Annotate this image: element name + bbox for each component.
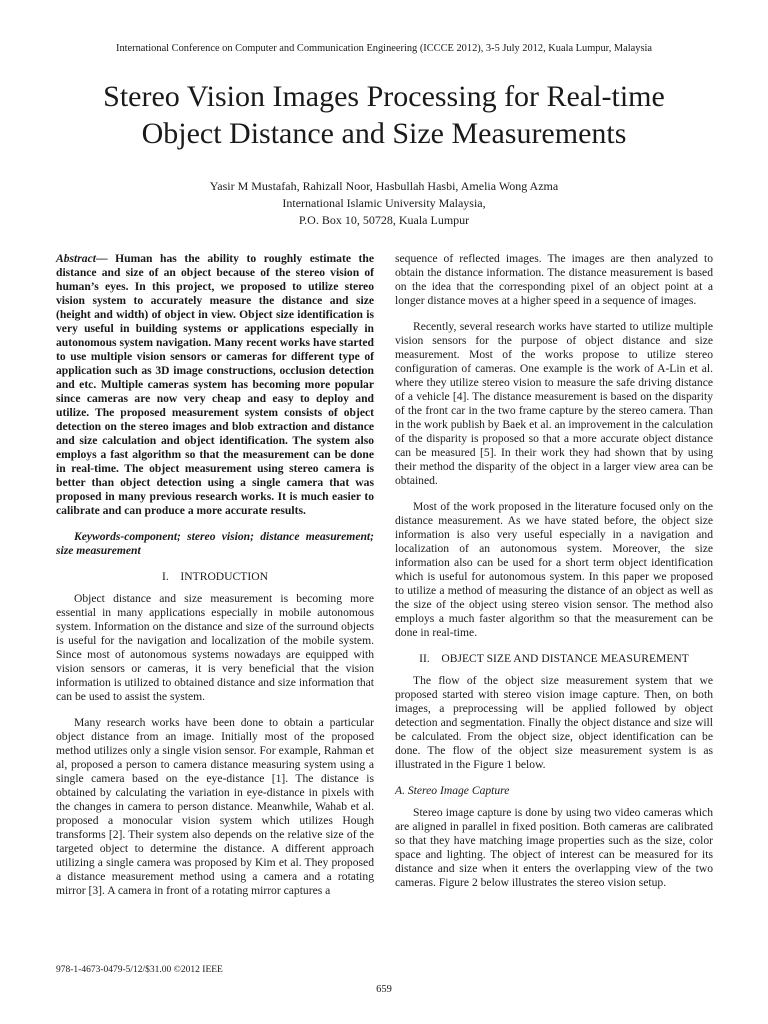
section-cap: M [600, 652, 611, 665]
section-rest: ISTANCE [549, 652, 601, 665]
section-numeral: II. [419, 652, 430, 665]
affiliation-line-2: P.O. Box 10, 50728, Kuala Lumpur [298, 213, 470, 227]
section-cap: D [541, 652, 550, 665]
section-rest: NTRODUCTION [184, 570, 268, 583]
copyright-footer: 978-1-4673-0479-5/12/$31.00 ©2012 IEEE [56, 965, 223, 975]
section-numeral: I. [162, 570, 169, 583]
intro-paragraph-1: Object distance and size measurement is becoming more essential in many applications especially in mobile autonomous system. Information on the distance and size of the surround objects is useful for the navigation and localization of the mobile system. Since most of autonomous systems nowadays are equipped with vision sensors or cameras, it is very beneficial that the vision information is utilized to obtained distance and size information that can be used to assist the system. [56, 592, 374, 703]
intro-paragraph-3: sequence of reflected images. The images are then analyzed to obtain the distance information. The distance measurement is based on the idea that the corresponding pixel of an object point at a longer distance moves at a higher speed in a sequence of images. [395, 252, 713, 307]
conference-header: International Conference on Computer and Communication Engineering (ICCCE 2012), 3-5 July 2012, Kuala Lumpur, Malaysia [115, 43, 653, 54]
section-rest: EASUREMENT [610, 652, 689, 665]
section-cap: S [486, 652, 494, 665]
intro-paragraph-5: Most of the work proposed in the literature focused only on the distance measurement. As we have stated before, the object size information is also very useful especially in a navigation and localization of an autonomous system. Moreover, the size information also can be used for a short term object identification which is useful for autonomous system. In this paper we proposed to utilize a method of measuring the distance of an object as well as the size of the object using stereo vision sensor. The method also employs a much faster algorithm so that the measurement can be done in real-time. [395, 500, 713, 639]
page-number: 659 [376, 984, 392, 995]
abstract-text: — Human has the ability to roughly estimate the distance and size of an object because of the stereo vision of human’s eyes. In this project, we proposed to utilize stereo vision system to accurately measure the distance and size (height and width) of object in view. Object size identification is very useful in building systems or applications especially in autonomous system navigation. Many recent works have started to use multiple vision sensors or cameras for different type of application such as 3D image constructions, occlusion detection and etc. Multiple cameras system has becoming more popular since cameras are now very cheap and easy to deploy and utilize. The proposed measurement system consists of object detection on the stereo images and blob extraction and distance and size calculation and object identification. The system also employs a fast algorithm so that the measurement can be done in real-time. The object measurement using stereo camera is better than object detection using a single camera that was proposed in many previous research works. It is much easier to calibrate and can produce a more accurate results. [56, 252, 374, 517]
intro-paragraph-4: Recently, several research works have started to utilize multiple vision sensors for the purpose of object distance and size measurement. Most of the works propose to utilize stereo configuration of cameras. One example is the work of A-Lin et al. where they utilize stereo vision to measure the safe driving distance of a vehicle [4]. The distance measurement is based on the disparity of the front car in the two frame capture by the stereo camera. Than in the work publish by Baek et al. an improvement in the calculation of the disparity is proposed so that a more accurate object distance can be measured [5]. In their work they had shown that by using their method the disparity of the object in a larger view area can be obtained. [395, 320, 713, 487]
section-rest: BJECT [449, 652, 487, 665]
section-rest: IZE AND [493, 652, 542, 665]
section2-paragraph-2: Stereo image capture is done by using two video cameras which are aligned in parallel in fixed position. Both cameras are calibrated so that they have matching image properties such as the size, color space and lighting. The object of interest can be measured for its distance and size when it enters the overlapping view of the two cameras. Figure 2 below illustrates the stereo vision setup. [395, 806, 713, 889]
intro-paragraph-2: Many research works have been done to obtain a particular object distance from an image. Initially most of the proposed method utilizes only a single vision sensor. For example, Rahman et al, proposed a person to camera distance measuring system using a single camera based on the eye-distance [1]. The distance is obtained by calculating the variation in eye-distance in pixels with the changes in camera to person distance. Meanwhile, Wahab et al. proposed a monocular vision system which utilizes Hough transforms [2]. Their system also depends on the relative size of the targeted object to determine the distance. A different approach utilizing a single camera was proposed by Kim et al. They proposed a distance measurement method using a camera and a rotating mirror [3]. A camera in front of a rotating mirror captures a [56, 716, 374, 897]
title-line-2: Object Distance and Size Measurements [141, 117, 627, 150]
abstract-label: Abstract [56, 252, 96, 265]
left-column [56, 252, 374, 898]
section2-paragraph-1: The flow of the object size measurement system that we proposed started with stereo vision image capture. Then, on both images, a preprocessing will be applied followed by object detection and segmentation. Finally the object distance and size will be calculated. From the object size, object identification can be done. The flow of the object size measurement system is as illustrated in the Figure 1 below. [395, 674, 713, 771]
author-block [0, 178, 768, 229]
subsection-heading-stereo-capture: A. Stereo Image Capture [395, 784, 510, 797]
right-column [395, 252, 713, 890]
keywords: Keywords-component; stereo vision; distance measurement; size measurement [56, 530, 374, 557]
paper-title [0, 78, 768, 152]
section-cap: I [180, 570, 185, 583]
section-heading-introduction [56, 570, 374, 584]
section-cap: O [441, 652, 450, 665]
section-heading-object-size [395, 652, 713, 666]
author-names: Yasir M Mustafah, Rahizall Noor, Hasbullah Hasbi, Amelia Wong Azma [209, 179, 559, 193]
abstract [56, 252, 374, 518]
affiliation-line-1: International Islamic University Malaysia, [282, 196, 486, 210]
title-line-1: Stereo Vision Images Processing for Real-time [103, 80, 665, 113]
